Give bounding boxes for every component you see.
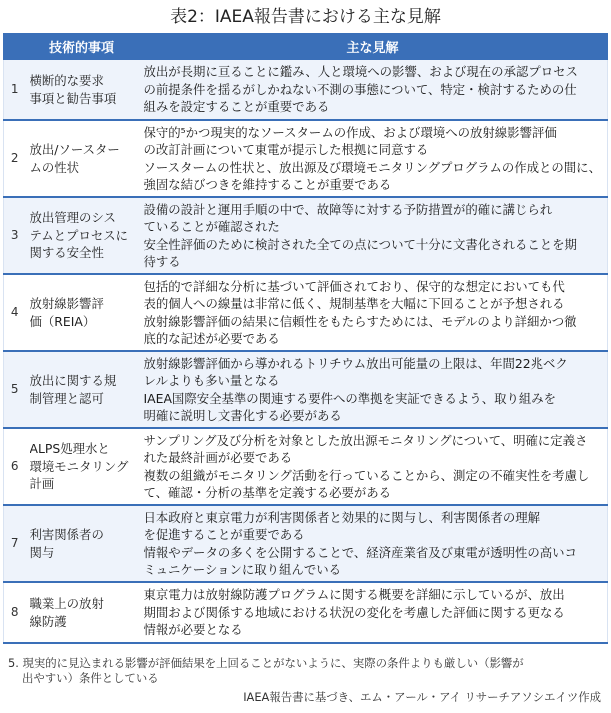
main-finding-cell bbox=[138, 582, 608, 643]
main-finding-line: の前提条件を揺るがしかねない不測の事態について、特定・検討するための仕 bbox=[143, 81, 577, 97]
technical-matter-cell bbox=[26, 197, 138, 274]
main-finding-cell bbox=[138, 120, 608, 197]
technical-matter-line: 横断的な要求 bbox=[29, 73, 104, 88]
main-finding-line: 期間および関係する地域における状況の変化を考慮した評価に関する更なる bbox=[143, 604, 565, 620]
main-finding-line: 保守的⁵かつ現実的なソースタームの作成、および環境への放射線影響評価 bbox=[143, 124, 557, 140]
technical-matter-cell bbox=[26, 59, 138, 120]
main-finding-line: 待する bbox=[143, 254, 181, 269]
main-finding-line: 底的な記述が必要である bbox=[143, 331, 280, 346]
main-finding-line: 包括的で詳細な分析に基づいて評価されており、保守的な想定においても代 bbox=[143, 278, 565, 294]
header-technical-matter: 技術的事項 bbox=[26, 34, 138, 60]
technical-matter-line: 利害関係者の bbox=[29, 527, 104, 542]
technical-matter-line: 計画 bbox=[29, 476, 55, 492]
technical-matter-line: 放出管理のシス bbox=[29, 210, 116, 226]
main-finding-line: 情報が必要となる bbox=[143, 622, 243, 638]
table-row bbox=[4, 505, 608, 582]
row-number: 1 bbox=[4, 59, 26, 120]
table-row bbox=[4, 582, 608, 643]
main-finding-line: て、確認・分析の基準を定義する必要がある bbox=[143, 485, 392, 500]
table-row bbox=[4, 197, 608, 274]
main-finding-line: 表的個人への線量は非常に低く、規制基準を大幅に下回ることが予想される bbox=[143, 296, 565, 311]
main-finding-line: 組みを設定することが重要である bbox=[143, 99, 330, 115]
main-finding-line: レルよりも多い量となる bbox=[143, 373, 280, 388]
technical-matter-line: 放射線影響評 bbox=[29, 296, 104, 311]
technical-matter-cell bbox=[26, 120, 138, 197]
main-finding-line: れた最終計画が必要である bbox=[143, 450, 293, 465]
technical-matter-line: テムとプロセスに bbox=[29, 227, 129, 243]
main-finding-line: 複数の組織がモニタリング活動を行っていることから、測定の不確実性を考慮し bbox=[143, 467, 590, 483]
main-finding-cell bbox=[138, 274, 608, 351]
source-note: IAEA報告書に基づき、エム・アール・アイ リサーチアソシエイツ作成 bbox=[243, 690, 601, 704]
technical-matter-line: 関する安全性 bbox=[29, 245, 104, 261]
row-number: 3 bbox=[4, 197, 26, 274]
main-finding-line: 放出が長期に亘ることに鑑み、人と環境への影響、および現在の承認プロセス bbox=[143, 64, 578, 80]
table-row bbox=[4, 428, 608, 505]
main-finding-line: 情報やデータの多くを公開することで、経済産業省及び東電が透明性の高いコ bbox=[143, 544, 577, 560]
technical-matter-line: 職業上の放射 bbox=[29, 596, 104, 611]
technical-matter-line: 放出に関する規 bbox=[29, 373, 117, 388]
row-number: 8 bbox=[4, 582, 26, 643]
technical-matter-line: 線防護 bbox=[29, 613, 67, 629]
table-row bbox=[4, 274, 608, 351]
findings-table bbox=[3, 33, 608, 644]
technical-matter-cell bbox=[26, 351, 138, 428]
technical-matter-line: 放出/ソースター bbox=[29, 142, 120, 157]
technical-matter-line: 環境モニタリング bbox=[29, 458, 129, 474]
main-finding-line: ソースタームの性状と、放出源及び環境モニタリングプログラムの作成との間に、 bbox=[143, 159, 601, 175]
row-number: 7 bbox=[4, 505, 26, 582]
row-number: 6 bbox=[4, 428, 26, 505]
technical-matter-line: 事項と勧告事項 bbox=[29, 90, 117, 106]
footnote-line: 出やすい）条件としている bbox=[22, 670, 159, 685]
row-number: 2 bbox=[4, 120, 26, 197]
footnote bbox=[8, 656, 598, 685]
main-finding-line: ミュニケーションに取り組んでいる bbox=[143, 562, 342, 577]
main-finding-cell bbox=[138, 59, 608, 120]
footnote-line: 5. 現実的に見込まれる影響が評価結果を上回ることがないように、実際の条件よりも厳しい（影響が bbox=[8, 656, 524, 670]
main-finding-line: ていることが確認された bbox=[143, 219, 280, 234]
technical-matter-cell bbox=[26, 428, 138, 505]
technical-matter-cell bbox=[26, 274, 138, 351]
main-finding-cell bbox=[138, 351, 608, 428]
main-finding-line: の改訂計画について東電が提示した根拠に同意する bbox=[143, 142, 429, 157]
table-row bbox=[4, 59, 608, 120]
main-finding-line: 放射線影響評価の結果に信頼性をもたらすためには、モデルのより詳細かつ徹 bbox=[143, 313, 577, 329]
technical-matter-line: 制管理と認可 bbox=[29, 390, 104, 406]
table-row bbox=[4, 351, 608, 428]
technical-matter-cell bbox=[26, 582, 138, 643]
main-finding-line: IAEA国際安全基準の関連する要件への準拠を実証できるよう、取り組みを bbox=[143, 390, 557, 406]
main-finding-line: 設備の設計と運用手順の中で、故障等に対する予防措置が的確に講じられ bbox=[143, 201, 553, 217]
row-number: 4 bbox=[4, 274, 26, 351]
header-num bbox=[4, 34, 26, 60]
main-finding-line: サンプリング及び分析を対象とした放出源モニタリングについて、明確に定義さ bbox=[143, 432, 588, 448]
header-main-findings: 主な見解 bbox=[138, 34, 608, 60]
main-finding-line: を促進することが重要である bbox=[143, 527, 305, 542]
main-finding-cell bbox=[138, 428, 608, 505]
main-finding-line: 明確に説明し文書化する必要がある bbox=[143, 408, 342, 423]
main-finding-line: 東京電力は放射線防護プログラムに関する概要を詳細に示しているが、放出 bbox=[143, 587, 565, 603]
technical-matter-line: ムの性状 bbox=[29, 159, 80, 175]
main-finding-line: 安全性評価のために検討された全ての点について十分に文書化されることを期 bbox=[143, 236, 577, 252]
main-finding-line: 強固な結びつきを維持することが重要である bbox=[143, 177, 392, 192]
technical-matter-line: 価（REIA） bbox=[29, 313, 96, 329]
main-finding-line: 放射線影響評価から導かれるトリチウム放出可能量の上限は、年間22兆ベク bbox=[143, 355, 568, 371]
main-finding-line: 日本政府と東京電力が利害関係者と効果的に関与し、利害関係者の理解 bbox=[143, 509, 540, 525]
table-row bbox=[4, 120, 608, 197]
row-number: 5 bbox=[4, 351, 26, 428]
technical-matter-line: ALPS処理水と bbox=[29, 441, 110, 457]
main-finding-cell bbox=[138, 197, 608, 274]
table-title: 表2：IAEA報告書における主な見解 bbox=[170, 7, 441, 27]
table-header-row bbox=[4, 34, 608, 60]
technical-matter-line: 関与 bbox=[29, 544, 55, 560]
main-finding-cell bbox=[138, 505, 608, 582]
technical-matter-cell bbox=[26, 505, 138, 582]
